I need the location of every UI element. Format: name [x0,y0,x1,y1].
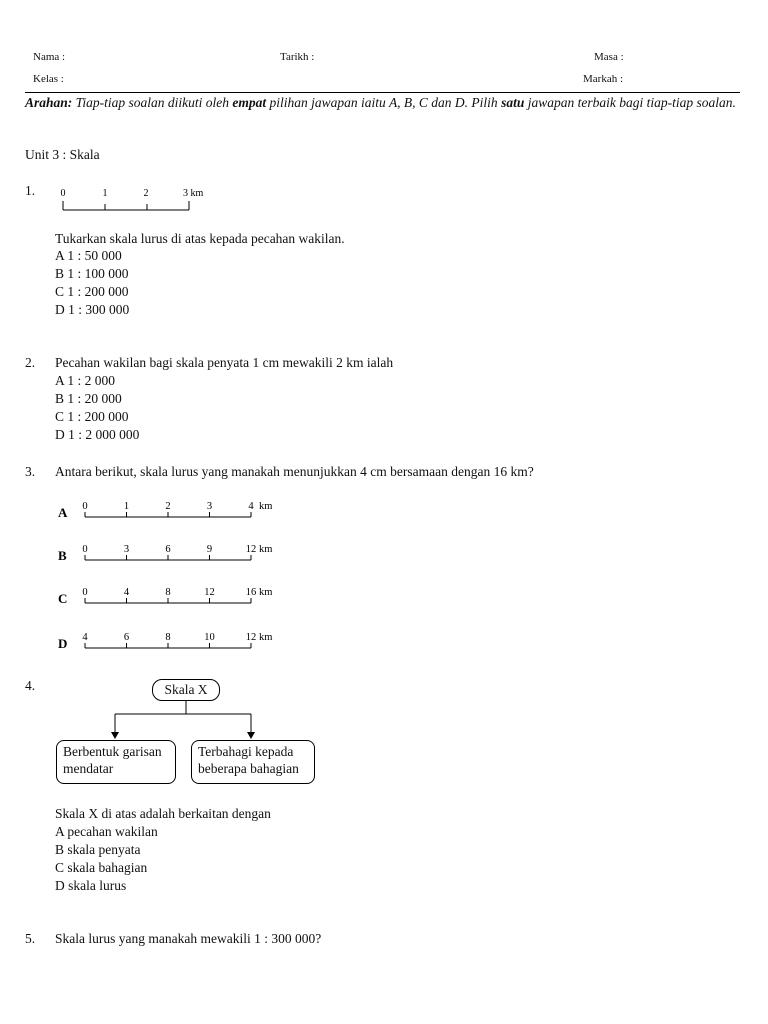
q3-unit-label: km [259,587,273,598]
q4-arrowhead [111,732,119,739]
q1-scale-label-2: 2 [143,188,149,199]
q3-tick-label: 1 [123,501,130,512]
q2-option-b: B 1 : 20 000 [55,391,122,406]
q4-number: 4. [25,678,36,693]
berbentuk-box: Berbentuk garisan mendatar [56,740,176,784]
terbahagi-box: Terbahagi kepada beberapa bahagian [191,740,315,784]
q3-tick-label: 12 [245,632,257,643]
q3-tick-label: 0 [82,587,88,598]
q1-scale-label-1: 1 [102,188,108,199]
q2-text: Pecahan wakilan bagi skala penyata 1 cm mewakili 2 km ialah [55,355,394,370]
q1-option-c: C 1 : 200 000 [55,284,129,299]
q4-option-b: B skala penyata [55,842,141,857]
q3-option-letter: B [58,548,67,563]
q3-tick-label: 16 [245,587,257,598]
instructions-text3: jawapan terbaik bagi tiap-tiap soalan. [527,95,736,110]
q1-text: Tukarkan skala lurus di atas kepada pecahan wakilan. [55,231,345,246]
skala-x-node: Skala X [152,679,220,701]
q3-tick-label: 8 [165,632,171,643]
tarikh-label: Tarikh : [280,51,315,63]
q2-number: 2. [25,355,36,370]
instructions-bold2: satu [501,95,525,110]
q3-tick-label: 12 [204,587,215,598]
q3-option-letter: D [58,636,68,651]
instructions-text2: pilihan jawapan iaitu A, B, C dan D. Pilih [269,95,498,110]
q2-option-a: A 1 : 2 000 [55,373,116,388]
q4-option-c: C skala bahagian [55,860,148,875]
q2-option-c: C 1 : 200 000 [55,409,129,424]
q3-tick-label: 6 [165,544,171,555]
q3-tick-label: 2 [165,501,171,512]
q3-tick-label: 4 [82,632,88,643]
instructions-text1: Tiap-tiap soalan diikuti oleh [75,95,230,110]
unit-title: Unit 3 : Skala [25,147,100,162]
q3-option-letter: C [58,591,68,606]
q4-option-a: A pecahan wakilan [55,824,158,839]
q3-tick-label: 4 [123,587,130,598]
q3-tick-label: 3 [123,544,130,555]
q3-tick-label: 3 [206,501,213,512]
instructions-bold1: empat [232,95,267,110]
q3-tick-label: 0 [82,501,88,512]
q1-option-d: D 1 : 300 000 [55,302,130,317]
q3-option-letter: A [58,505,68,520]
masa-label: Masa : [594,51,624,63]
q3-tick-label: 10 [204,632,215,643]
q1-option-a: A 1 : 50 000 [55,248,122,263]
q4-arrowhead [247,732,255,739]
q5-text: Skala lurus yang manakah mewakili 1 : 300 000? [55,931,322,946]
q4-option-d: D skala lurus [55,878,127,893]
q1-number: 1. [25,183,36,198]
q4-text: Skala X di atas adalah berkaitan dengan [55,806,271,821]
q5-number: 5. [25,931,36,946]
q1-option-b: B 1 : 100 000 [55,266,129,281]
q2-option-d: D 1 : 2 000 000 [55,427,140,442]
q3-unit-label: km [259,544,273,555]
nama-label: Nama : [33,51,66,63]
q3-tick-label: 8 [165,587,171,598]
q3-unit-label: km [259,501,273,512]
q3-tick-label: 9 [206,544,213,555]
q3-text: Antara berikut, skala lurus yang manakah menunjukkan 4 cm bersamaan dengan 16 km? [55,464,534,479]
q3-number: 3. [25,464,36,479]
markah-label: Markah : [583,73,624,85]
q3-tick-label: 6 [123,632,130,643]
q1-scale-label-3: 3 km [183,188,204,199]
kelas-label: Kelas : [33,73,64,85]
q3-tick-label: 12 [245,544,257,555]
q1-scale-label-0: 0 [60,188,66,199]
q3-unit-label: km [259,632,273,643]
instructions-lead: Arahan: [25,95,73,110]
q3-tick-label: 4 [248,501,254,512]
q3-tick-label: 0 [82,544,88,555]
